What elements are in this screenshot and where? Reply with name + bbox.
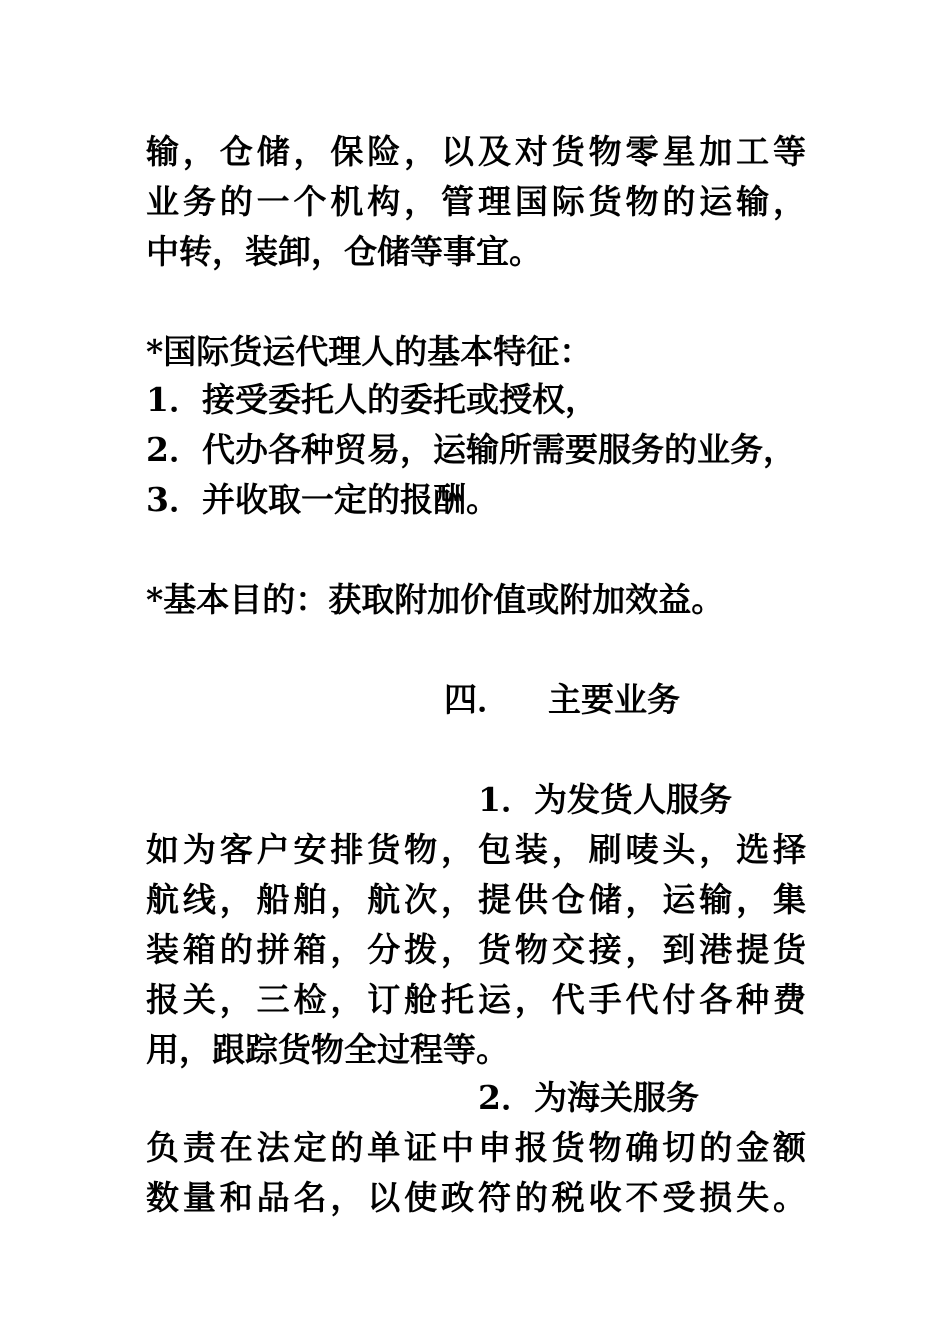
list-number: 3． (146, 480, 202, 519)
paragraph-line: 装箱的拼箱，分拨，货物交接，到港提货 (146, 930, 806, 969)
subsection-heading (478, 780, 732, 820)
list-item (146, 480, 499, 520)
features-title: *国际货运代理人的基本特征： (146, 332, 593, 371)
section-title: 主要业务 (548, 680, 680, 719)
subsection-title: 为发货人服务 (534, 780, 732, 819)
list-text: 并收取一定的报酬。 (202, 480, 499, 519)
list-item (146, 380, 598, 420)
list-number: 1． (146, 380, 202, 419)
list-number: 2． (146, 430, 202, 469)
subsection-number: 2． (478, 1078, 534, 1117)
purpose-line: *基本目的：获取附加价值或附加效益。 (146, 580, 725, 619)
paragraph-line: 数量和品名，以使政符的税收不受损失。 (146, 1178, 806, 1217)
paragraph-line: 用，跟踪货物全过程等。 (146, 1030, 509, 1069)
paragraph-line: 负责在法定的单证中申报货物确切的金额 (146, 1128, 806, 1167)
paragraph-line: 中转，装卸，仓储等事宜。 (146, 232, 542, 271)
paragraph-line: 报关，三检，订舱托运，代手代付各种费 (146, 980, 806, 1019)
paragraph-line: 如为客户安排货物，包装，刷唛头，选择 (146, 830, 806, 869)
list-text: 接受委托人的委托或授权， (202, 380, 598, 419)
subsection-heading (478, 1078, 699, 1118)
subsection-number: 1． (478, 780, 534, 819)
subsection-title: 为海关服务 (534, 1078, 699, 1117)
section-heading (444, 680, 680, 720)
list-item (146, 430, 796, 470)
list-text: 代办各种贸易，运输所需要服务的业务， (202, 430, 796, 469)
paragraph-line: 输，仓储，保险，以及对货物零星加工等 (146, 132, 806, 171)
paragraph-line: 业务的一个机构，管理国际货物的运输， (146, 182, 806, 221)
paragraph-line: 航线，船舶，航次，提供仓储，运输，集 (146, 880, 806, 919)
section-number: 四． (444, 680, 510, 719)
